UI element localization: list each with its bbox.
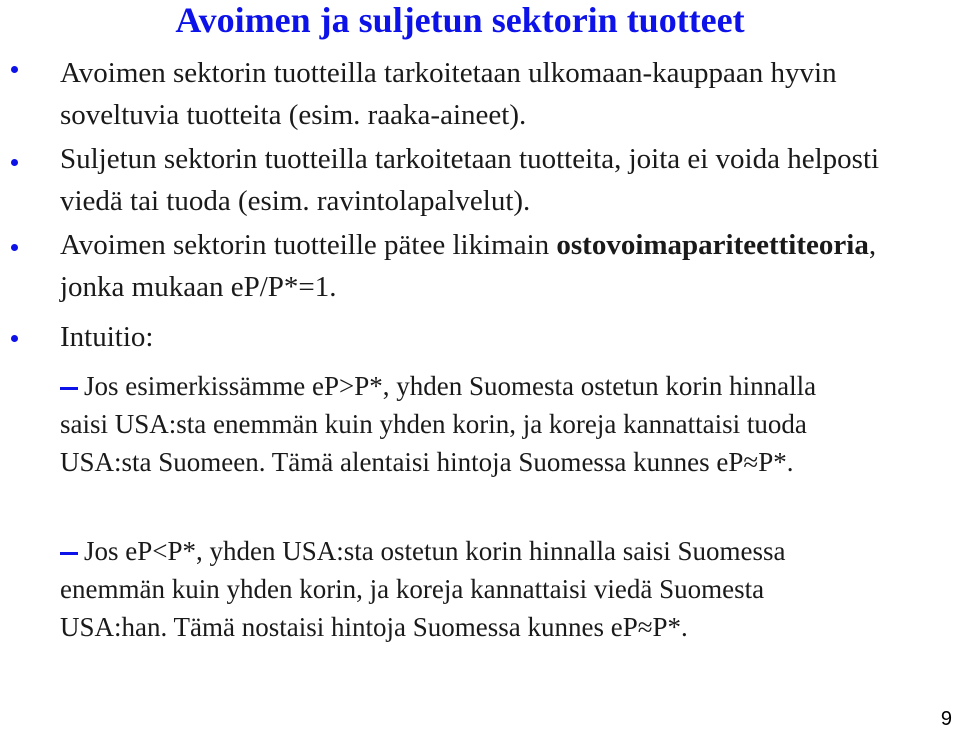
bullet-dot-icon — [11, 159, 18, 166]
bullet-1-text: Avoimen sektorin tuotteilla tarkoitetaan ulkomaan-kauppaan hyvin soveltuvia tuotteita (esim. raaka-aineet). — [60, 57, 837, 131]
bullet-3-text-after: , jonka mukaan eP/P*=1. — [60, 229, 877, 303]
bullet-2-text: Suljetun sektorin tuotteilla tarkoitetaan tuotteita, joita ei voida helposti viedä tai tuoda (esim. ravintolapalvelut). — [60, 143, 880, 217]
bullet-3-text-before: Avoimen sektorin tuotteille pätee likimain — [60, 229, 557, 261]
sub-item-2-text: Jos eP<P*, yhden USA:sta ostetun korin hinnalla saisi Suomessa enemmän kuin yhden korin, ja koreja kannattaisi viedä Suomesta USA:han. Tämä nostaisi hintoja Suomessa kunnes eP≈P*. — [60, 536, 786, 642]
sub-item-1-text: Jos esimerkissämme eP>P*, yhden Suomesta ostetun korin hinnalla saisi USA:sta enemmän kuin yhden korin, ja koreja kannattaisi tuoda USA:sta Suomeen. Tämä alentaisi hintoja Suomessa kunnes eP≈P*. — [60, 371, 817, 477]
bullet-dot-icon — [11, 66, 18, 73]
bullet-3-text — [60, 224, 910, 308]
slide-title: Avoimen ja suljetun sektorin tuotteet — [175, 0, 745, 40]
bullet-4-text: Intuitio: — [60, 321, 154, 353]
bullet-dot-icon — [11, 244, 18, 251]
bullet-3-bold-term: ostovoimapariteettiteoria — [556, 229, 869, 261]
page-number: 9 — [940, 708, 952, 730]
bullet-dot-icon — [11, 335, 18, 342]
